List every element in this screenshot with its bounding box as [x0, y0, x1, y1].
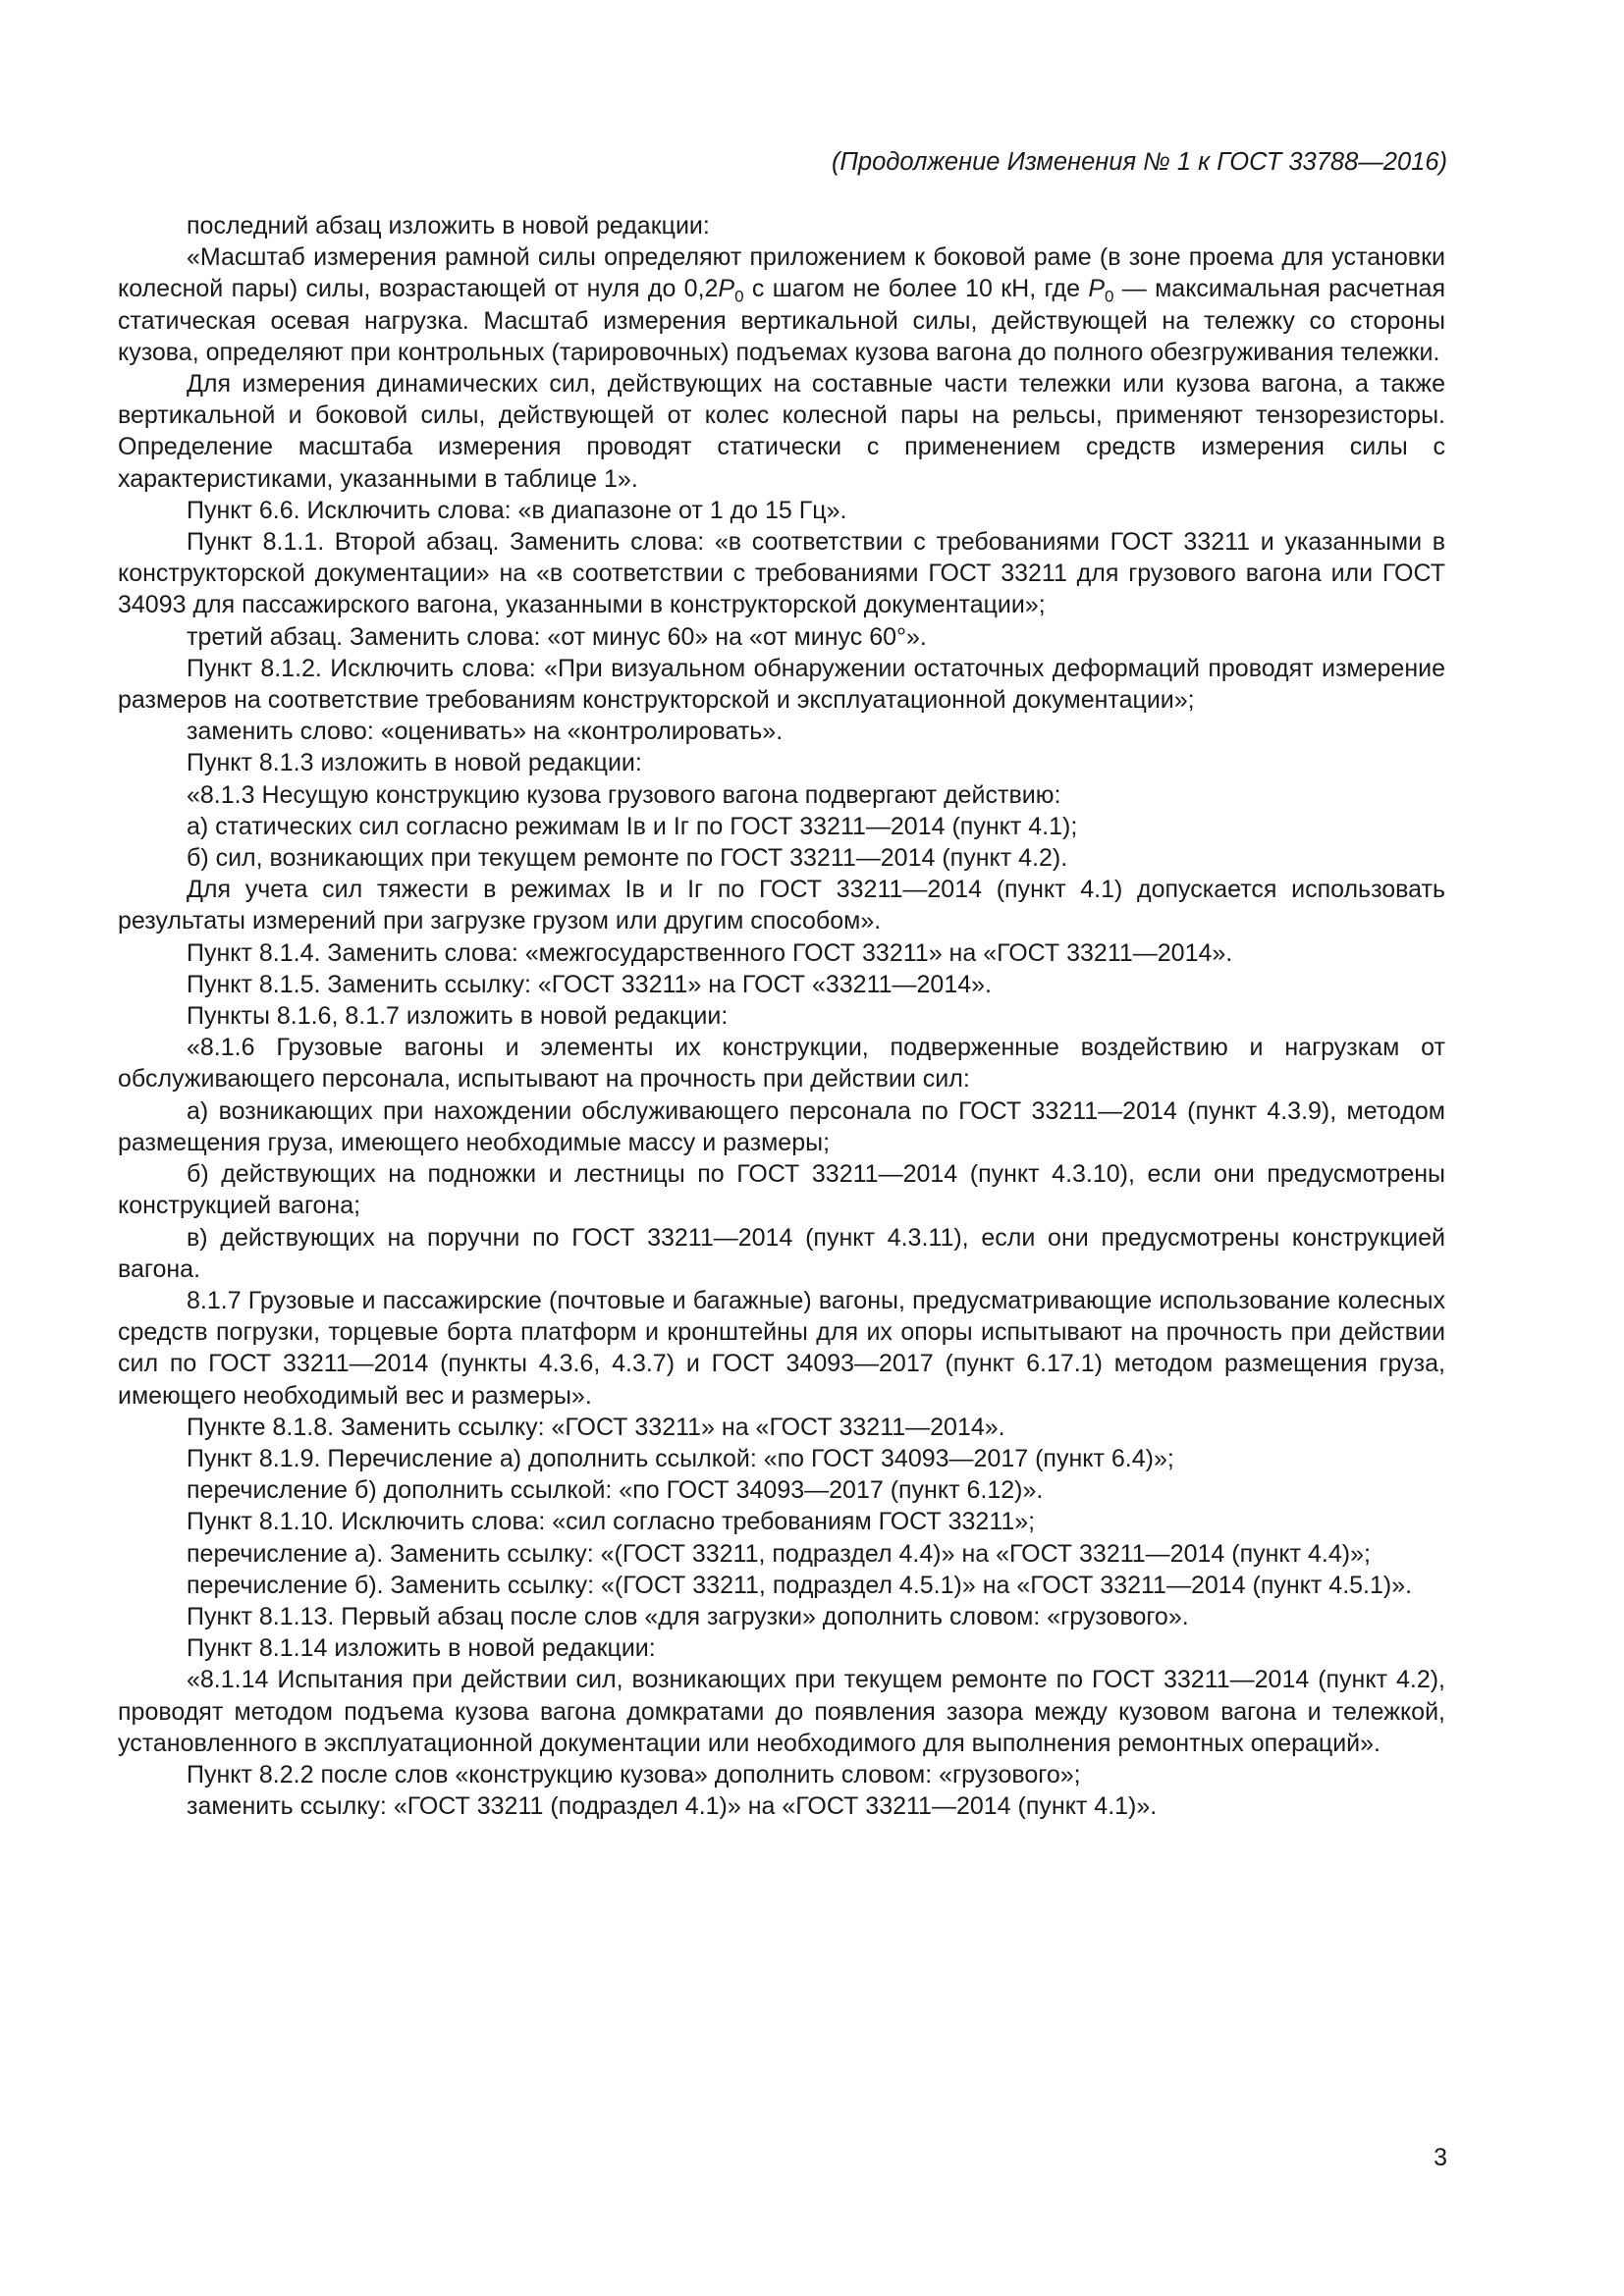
paragraph: третий абзац. Заменить слова: «от минус 60» на «от минус 60°».	[187, 622, 927, 651]
paragraph: Пункт 8.1.14 изложить в новой редакции:	[187, 1634, 656, 1663]
paragraph: в) действующих на поручни по ГОСТ 33211—2014 (пункт 4.3.11), если они предусмотрены конструкцией вагона.	[118, 1223, 1445, 1283]
page-number: 3	[1434, 2144, 1447, 2171]
paragraph: а) статических сил согласно режимам Iв и Iг по ГОСТ 33211—2014 (пункт 4.1);	[187, 812, 1078, 840]
paragraph: б) действующих на подножки и лестницы по ГОСТ 33211—2014 (пункт 4.3.10), если они предусмотрены конструкцией вагона;	[118, 1160, 1445, 1220]
paragraph: Пункт 8.1.1. Второй абзац. Заменить слова: «в соответствии с требованиями ГОСТ 33211 и указанными в конструкторской документации» на «в соответствии с требованиями ГОСТ 33211 для грузового вагона или ГОСТ 34093 для пассажирского вагона, указанными в конструкторской документации»;	[118, 528, 1445, 619]
paragraph: б) сил, возникающих при текущем ремонте по ГОСТ 33211—2014 (пункт 4.2).	[187, 844, 1068, 873]
paragraph: перечисление б). Заменить ссылку: «(ГОСТ 33211, подраздел 4.5.1)» на «ГОСТ 33211—2014 (пункт 4.5.1)».	[187, 1571, 1413, 1599]
paragraph: Пункт 8.1.9. Перечисление а) дополнить ссылкой: «по ГОСТ 34093—2017 (пункт 6.4)»;	[187, 1444, 1174, 1472]
paragraph: а) возникающих при нахождении обслуживающего персонала по ГОСТ 33211—2014 (пункт 4.3.9), методом размещения груза, имеющего необходимые массу и размеры;	[118, 1096, 1445, 1156]
paragraph: Пункт 8.1.13. Первый абзац после слов «для загрузки» дополнить словом: «грузового».	[187, 1602, 1189, 1630]
paragraph: перечисление б) дополнить ссылкой: «по ГОСТ 34093—2017 (пункт 6.12)».	[187, 1476, 1044, 1505]
running-header: (Продолжение Изменения № 1 к ГОСТ 33788—2016)	[831, 148, 1447, 176]
paragraph: Пункт 8.1.10. Исключить слова: «сил согласно требованиям ГОСТ 33211»;	[187, 1508, 1036, 1536]
paragraph: Для учета сил тяжести в режимах Iв и Iг по ГОСТ 33211—2014 (пункт 4.1) допускается использовать результаты измерений при загрузке грузом или другим способом».	[118, 876, 1445, 935]
paragraph: Пункт 8.1.4. Заменить слова: «межгосударственного ГОСТ 33211» на «ГОСТ 33211—2014».	[187, 938, 1233, 967]
paragraph: Пункт 8.1.5. Заменить ссылку: «ГОСТ 33211» на ГОСТ «33211—2014».	[187, 970, 992, 998]
paragraph: перечисление а). Заменить ссылку: «(ГОСТ 33211, подраздел 4.4)» на «ГОСТ 33211—2014 (пункт 4.4)»;	[187, 1539, 1371, 1568]
paragraph: Пункт 8.2.2 после слов «конструкцию кузова» дополнить словом: «грузового»;	[187, 1760, 1081, 1789]
paragraph: Для измерения динамических сил, действующих на составные части тележки или кузова вагона, а также вертикальной и боковой силы, действующей от колес колесной пары на рельсы, применяют тензорезисторы. Определение масштаба измерения проводят статически с применением средств измерения силы с характеристиками, указанными в таблице 1».	[118, 370, 1445, 493]
paragraph: Пункте 8.1.8. Заменить ссылку: «ГОСТ 33211» на «ГОСТ 33211—2014».	[187, 1413, 1005, 1441]
paragraph: Пункт 8.1.3 изложить в новой редакции:	[187, 749, 642, 777]
paragraph: последний абзац изложить в новой редакции:	[187, 212, 710, 240]
paragraph: «Масштаб измерения рамной силы определяют приложением к боковой раме (в зоне проема для установки колесной пары) силы, возрастающей от нуля до $0,2P_0$ с шагом не более 10 кН, где $P_0$ — максимальная расчетная статическая осевая нагрузка. Масштаб измерения вертикальной силы, действующей на тележку со стороны кузова, определяют при контрольных (тарировочных) подъемах кузова вагона до полного обезгруживания тележки.	[118, 243, 1445, 366]
paragraph: «8.1.6 Грузовые вагоны и элементы их конструкции, подверженные воздействию и нагрузкам от обслуживающего персонала, испытывают на прочность при действии сил:	[118, 1034, 1445, 1094]
paragraph: Пункты 8.1.6, 8.1.7 изложить в новой редакции:	[187, 1002, 729, 1031]
paragraph: 8.1.7 Грузовые и пассажирские (почтовые и багажные) вагоны, предусматривающие использование колесных средств погрузки, торцевые борта платформ и кронштейны для их опоры испытывают на прочность при действии сил по ГОСТ 33211—2014 (пункты 4.3.6, 4.3.7) и ГОСТ 34093—2017 (пункт 6.17.1) методом размещения груза, имеющего необходимый вес и размеры».	[118, 1286, 1445, 1410]
paragraph: «8.1.14 Испытания при действии сил, возникающих при текущем ремонте по ГОСТ 33211—2014 (пункт 4.2), проводят методом подъема кузова вагона домкратами до появления зазора между кузовом вагона и тележкой, установленного в эксплуатационной документации или необходимого для выполнения ремонтных операций».	[118, 1666, 1445, 1757]
paragraph: заменить ссылку: «ГОСТ 33211 (подраздел 4.1)» на «ГОСТ 33211—2014 (пункт 4.1)».	[187, 1792, 1158, 1821]
paragraph: заменить слово: «оценивать» на «контролировать».	[187, 718, 784, 746]
paragraph: Пункт 6.6. Исключить слова: «в диапазоне от 1 до 15 Гц».	[187, 496, 847, 524]
document-body	[118, 210, 1445, 1822]
paragraph: Пункт 8.1.2. Исключить слова: «При визуальном обнаружении остаточных деформаций проводят измерение размеров на соответствие требованиям конструкторской и эксплуатационной документации»;	[118, 654, 1445, 715]
paragraph: «8.1.3 Несущую конструкцию кузова грузового вагона подвергают действию:	[187, 780, 1061, 809]
